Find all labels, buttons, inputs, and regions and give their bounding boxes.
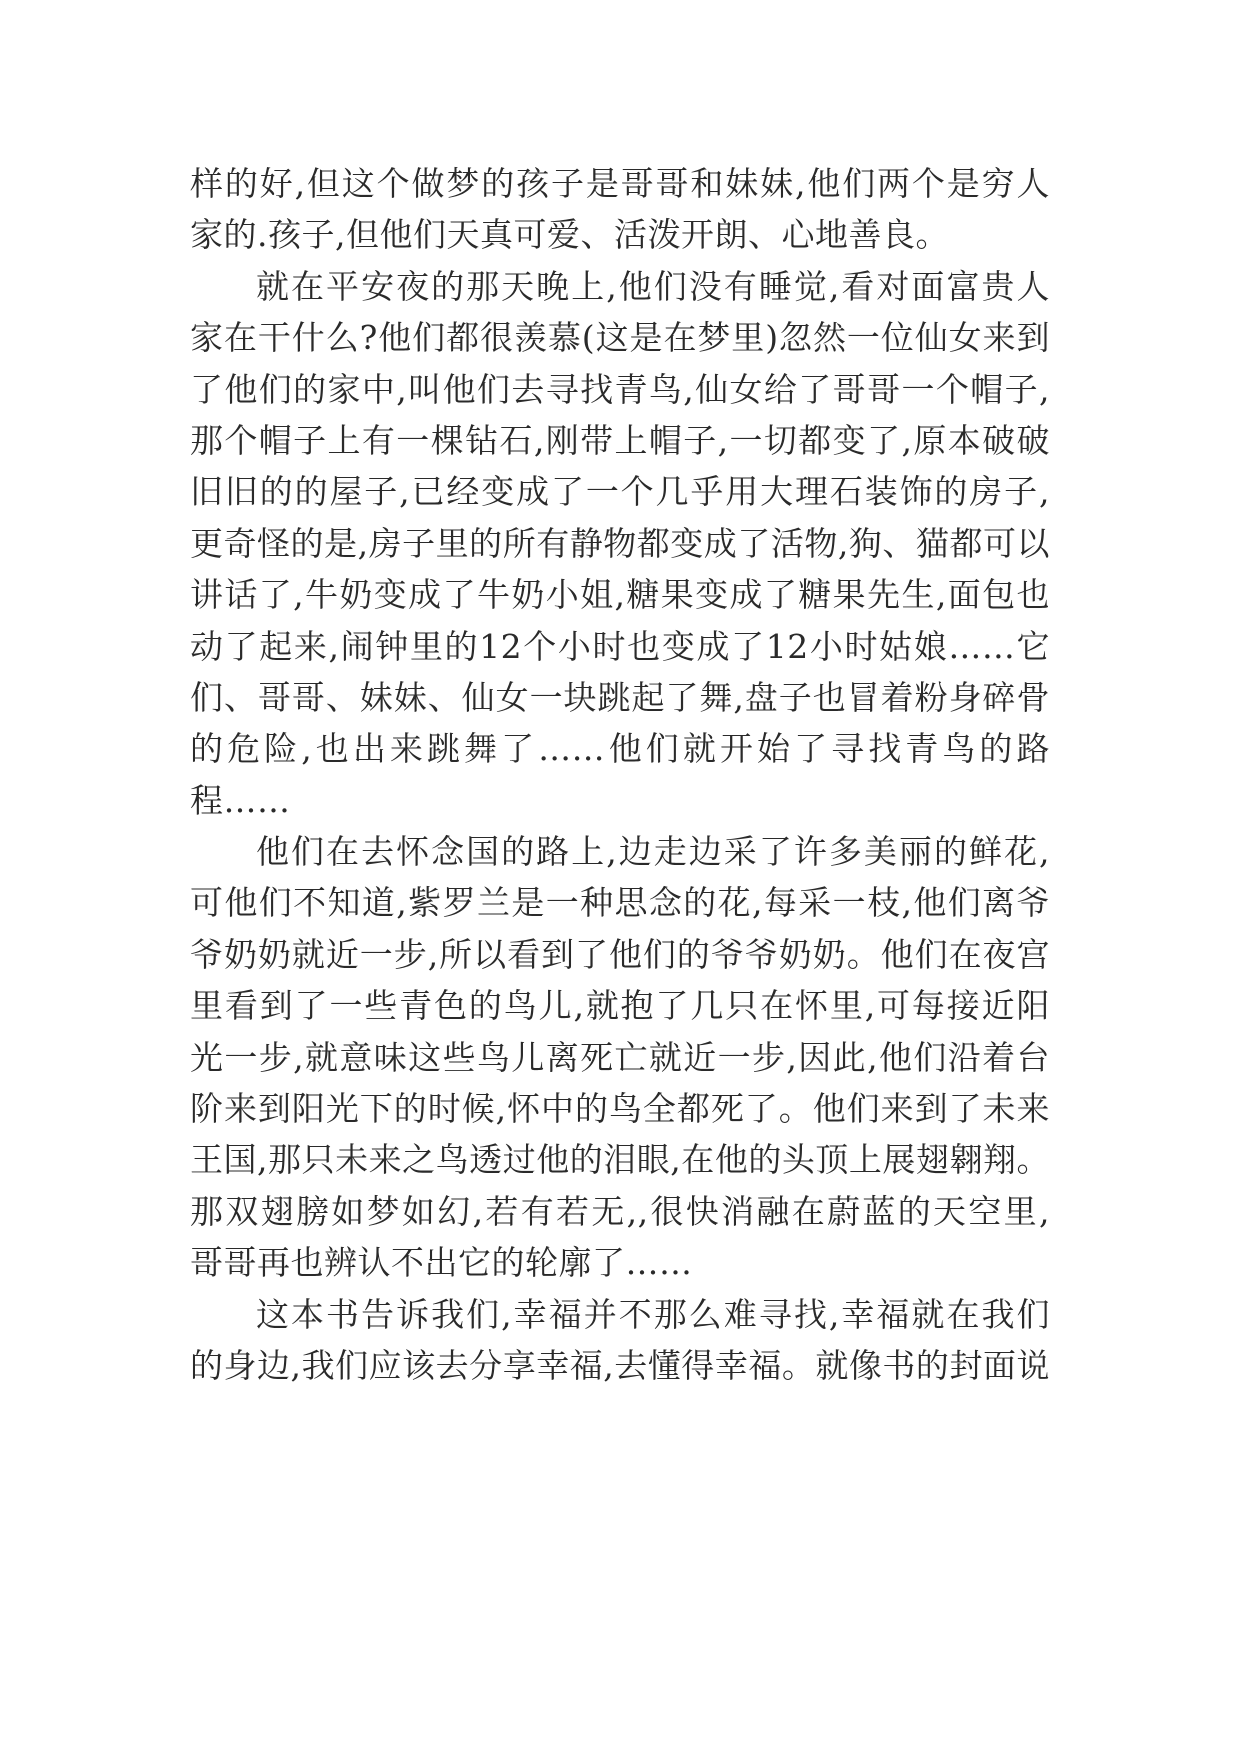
text-line: 的身边,我们应该去分享幸福,去懂得幸福。就像书的封面说 — [190, 1345, 1050, 1385]
text-line: 王国,那只未来之鸟透过他的泪眼,在他的头顶上展翅翱翔。 — [190, 1140, 1050, 1180]
text-line: 哥哥再也辨认不出它的轮廓了…… — [190, 1243, 693, 1283]
text-line: 那双翅膀如梦如幻,若有若无,,很快消融在蔚蓝的天空里, — [190, 1191, 1050, 1231]
text-line: 的危险,也出来跳舞了……他们就开始了寻找青鸟的路 — [190, 729, 1050, 769]
text-line: 讲话了,牛奶变成了牛奶小姐,糖果变成了糖果先生,面包也 — [190, 575, 1050, 615]
text-line: 们、哥哥、妹妹、仙女一块跳起了舞,盘子也冒着粉身碎骨 — [190, 677, 1050, 717]
text-line: 那个帽子上有一棵钻石,刚带上帽子,一切都变了,原本破破 — [190, 420, 1050, 460]
text-line: 阶来到阳光下的时候,怀中的鸟全都死了。他们来到了未来 — [190, 1089, 1050, 1129]
text-line: 动了起来,闹钟里的12个小时也变成了12小时姑娘……它 — [190, 626, 1050, 666]
text-line: 样的好,但这个做梦的孩子是哥哥和妹妹,他们两个是穷人 — [190, 164, 1050, 203]
paragraph-3 — [190, 826, 1050, 1289]
text-line: 家在干什么?他们都很羡慕(这是在梦里)忽然一位仙女来到 — [190, 318, 1050, 358]
text-line: 程…… — [190, 780, 291, 820]
document-body — [190, 158, 1050, 1391]
text-line: 里看到了一些青色的鸟儿,就抱了几只在怀里,可每接近阳 — [190, 986, 1050, 1026]
text-line: 他们在去怀念国的路上,边走边采了许多美丽的鲜花, — [256, 832, 1050, 872]
text-line: 光一步,就意味这些鸟儿离死亡就近一步,因此,他们沿着台 — [190, 1037, 1050, 1077]
text-line: 了他们的家中,叫他们去寻找青鸟,仙女给了哥哥一个帽子, — [190, 369, 1050, 409]
paragraph-1 — [190, 158, 1050, 261]
paragraph-4 — [190, 1289, 1050, 1392]
text-line: 旧旧的的屋子,已经变成了一个几乎用大理石装饰的房子, — [190, 472, 1050, 512]
text-line: 就在平安夜的那天晚上,他们没有睡觉,看对面富贵人 — [256, 266, 1050, 306]
text-line: 家的.孩子,但他们天真可爱、活泼开朗、心地善良。 — [190, 215, 949, 255]
paragraph-2 — [190, 261, 1050, 826]
text-line: 这本书告诉我们,幸福并不那么难寻找,幸福就在我们 — [256, 1294, 1050, 1334]
text-line: 可他们不知道,紫罗兰是一种思念的花,每采一枝,他们离爷 — [190, 883, 1050, 923]
text-line: 更奇怪的是,房子里的所有静物都变成了活物,狗、猫都可以 — [190, 523, 1050, 563]
text-line: 爷奶奶就近一步,所以看到了他们的爷爷奶奶。他们在夜宫 — [190, 934, 1050, 974]
